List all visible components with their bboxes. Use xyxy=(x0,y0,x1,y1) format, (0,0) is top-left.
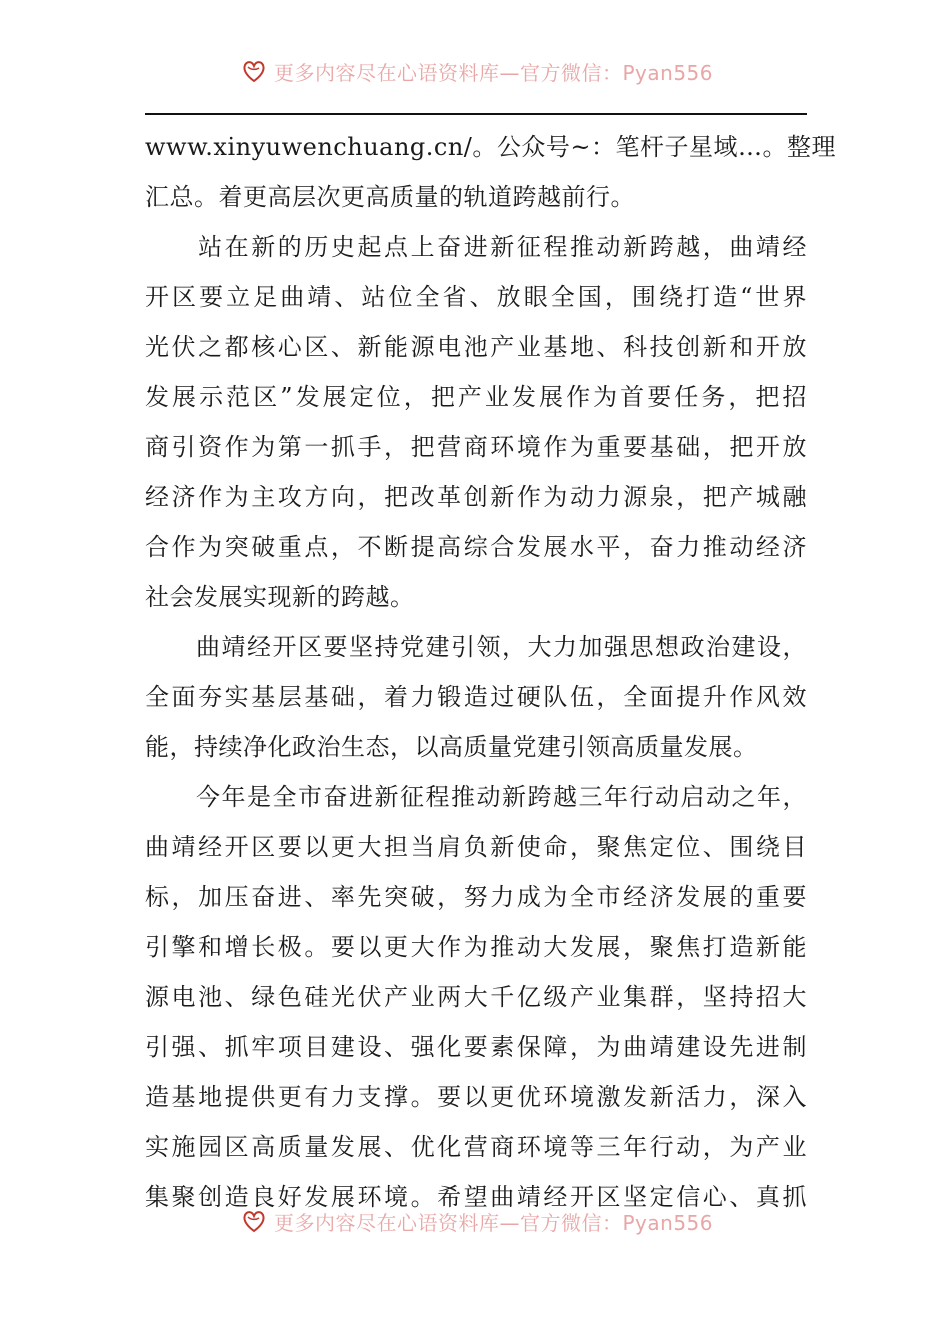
text-line: 标，加压奋进、率先突破，努力成为全市经济发展的重要 xyxy=(145,883,807,911)
header-watermark xyxy=(240,56,740,86)
text-line: 商引资作为第一抓手，把营商环境作为重要基础，把开放 xyxy=(145,433,807,461)
text-line: 集聚创造良好发展环境。希望曲靖经开区坚定信心、真抓 xyxy=(145,1183,807,1211)
text-line: 站在新的历史起点上奋进新征程推动新跨越，曲靖经 xyxy=(145,233,807,261)
text-line: 实施园区高质量发展、优化营商环境等三年行动，为产业 xyxy=(145,1133,807,1161)
text-line: 光伏之都核心区、新能源电池产业基地、科技创新和开放 xyxy=(145,333,807,361)
header-rule xyxy=(145,113,807,115)
text-line: 能，持续净化政治生态，以高质量党建引领高质量发展。 xyxy=(145,733,758,761)
heart-swirl-logo-icon xyxy=(240,1207,268,1235)
heart-swirl-logo-icon xyxy=(240,57,268,85)
text-line: 开区要立足曲靖、站位全省、放眼全国，围绕打造“世界 xyxy=(145,283,807,311)
text-line: www.xinyuwenchuang.cn/。公众号~：笔杆子星域…。整理 xyxy=(145,133,837,161)
text-line: 全面夯实基层基础，着力锻造过硬队伍，全面提升作风效 xyxy=(145,683,807,711)
text-line: 汇总。着更高层次更高质量的轨道跨越前行。 xyxy=(145,183,635,211)
text-line: 引强、抓牢项目建设、强化要素保障，为曲靖建设先进制 xyxy=(145,1033,807,1061)
text-line: 社会发展实现新的跨越。 xyxy=(145,583,415,611)
text-line: 造基地提供更有力支撑。要以更优环境激发新活力，深入 xyxy=(145,1083,807,1111)
text-line: 合作为突破重点，不断提高综合发展水平，奋力推动经济 xyxy=(145,533,807,561)
text-line: 发展示范区”发展定位，把产业发展作为首要任务，把招 xyxy=(145,383,807,411)
text-line: 曲靖经开区要坚持党建引领，大力加强思想政治建设， xyxy=(145,633,807,661)
footer-watermark-text: 更多内容尽在心语资料库—官方微信：Pyan556 xyxy=(274,1210,714,1235)
text-line: 今年是全市奋进新征程推动新跨越三年行动启动之年， xyxy=(145,783,807,811)
text-line: 源电池、绿色硅光伏产业两大千亿级产业集群，坚持招大 xyxy=(145,983,807,1011)
footer-watermark xyxy=(240,1206,740,1236)
text-line: 经济作为主攻方向，把改革创新作为动力源泉，把产城融 xyxy=(145,483,807,511)
header-watermark-text: 更多内容尽在心语资料库—官方微信：Pyan556 xyxy=(274,60,714,85)
text-line: 引擎和增长极。要以更大作为推动大发展，聚焦打造新能 xyxy=(145,933,807,961)
text-line: 曲靖经开区要以更大担当肩负新使命，聚焦定位、围绕目 xyxy=(145,833,807,861)
